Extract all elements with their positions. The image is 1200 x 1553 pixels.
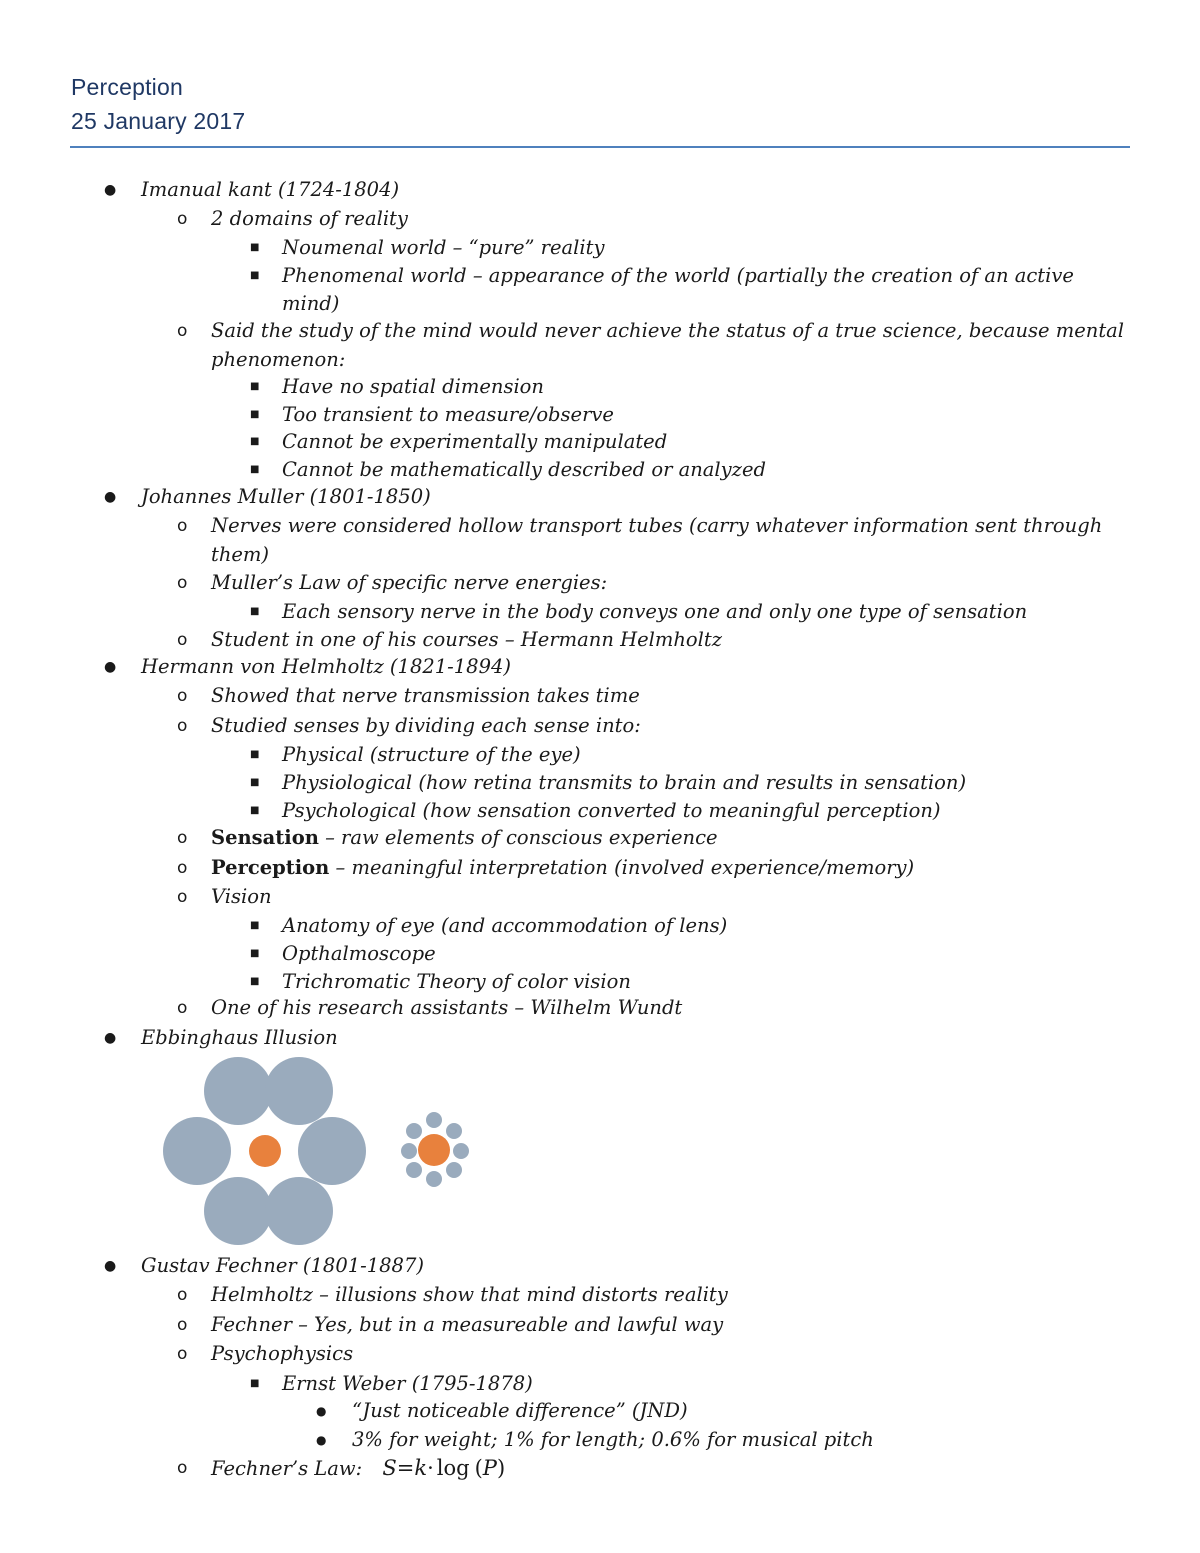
bullet-level3: ■ bbox=[250, 436, 260, 447]
bullet-level2: o bbox=[177, 1315, 188, 1335]
sensation-term: Sensation bbox=[211, 826, 319, 849]
kant-domains: 2 domains of reality bbox=[211, 207, 408, 230]
bullet-level1: ● bbox=[104, 1258, 117, 1274]
bullet-level2: o bbox=[177, 887, 188, 907]
bullet-level2: o bbox=[177, 716, 188, 736]
ebbinghaus-illusion-figure bbox=[160, 1053, 480, 1253]
kant-reason: Cannot be mathematically described or analyzed bbox=[282, 458, 766, 481]
fechner-percentages: 3% for weight; 1% for length; 0.6% for musical pitch bbox=[352, 1428, 874, 1451]
bullet-level3: ■ bbox=[250, 242, 260, 253]
fechner-law-formula bbox=[382, 1456, 505, 1480]
bullet-level1: ● bbox=[104, 182, 117, 198]
fechner-weber: Ernst Weber (1795-1878) bbox=[282, 1372, 533, 1395]
page-date: 25 January 2017 bbox=[71, 108, 246, 134]
helmholtz-sensation bbox=[211, 826, 718, 850]
bullet-level3: ■ bbox=[250, 777, 260, 788]
bullet-level2: o bbox=[177, 516, 188, 536]
sensation-definition: – raw elements of conscious experience bbox=[318, 826, 718, 849]
muller-nerves-cont: them) bbox=[211, 543, 270, 566]
fechner-view: Fechner – Yes, but in a measureable and lawful way bbox=[211, 1313, 724, 1336]
bullet-level3: ■ bbox=[250, 270, 260, 281]
muller-nerves: Nerves were considered hollow transport tubes (carry whatever information sent through bbox=[211, 514, 1103, 537]
header-rule bbox=[70, 146, 1130, 148]
page-title: Perception bbox=[71, 74, 183, 100]
bullet-level2: o bbox=[177, 686, 188, 706]
small-surround-circle bbox=[453, 1143, 469, 1159]
bullet-level2: o bbox=[177, 1458, 188, 1478]
bullet-level2: o bbox=[177, 630, 188, 650]
bullet-level3: ■ bbox=[250, 920, 260, 931]
fechner-heading: Gustav Fechner (1801-1887) bbox=[141, 1254, 424, 1277]
bullet-level1: ● bbox=[104, 1030, 117, 1046]
large-surround-circle bbox=[265, 1057, 333, 1125]
helmholtz-physiological: Physiological (how retina transmits to brain and results in sensation) bbox=[282, 771, 967, 794]
kant-study-cont: phenomenon: bbox=[211, 348, 346, 371]
bullet-level2: o bbox=[177, 1344, 188, 1364]
helmholtz-physical: Physical (structure of the eye) bbox=[282, 743, 581, 766]
bullet-level2: o bbox=[177, 858, 188, 878]
bullet-level2: o bbox=[177, 209, 188, 229]
formula-equals: = bbox=[396, 1456, 415, 1480]
large-surround-circle bbox=[265, 1177, 333, 1245]
helmholtz-vision: Vision bbox=[211, 885, 272, 908]
helmholtz-studied: Studied senses by dividing each sense into: bbox=[211, 714, 641, 737]
bullet-level3: ■ bbox=[250, 606, 260, 617]
helmholtz-psychological: Psychological (how sensation converted to meaningful perception) bbox=[282, 799, 941, 822]
muller-student: Student in one of his courses – Hermann Helmholtz bbox=[211, 628, 723, 651]
bullet-level2: o bbox=[177, 573, 188, 593]
fechner-helmholtz-view: Helmholtz – illusions show that mind distorts reality bbox=[211, 1283, 728, 1306]
bullet-level3: ■ bbox=[250, 381, 260, 392]
kant-study: Said the study of the mind would never achieve the status of a true science, because mental bbox=[211, 319, 1125, 342]
bullet-level2: o bbox=[177, 828, 188, 848]
helmholtz-heading: Hermann von Helmholtz (1821-1894) bbox=[141, 655, 511, 678]
bullet-level3: ■ bbox=[250, 805, 260, 816]
fechner-law-label: Fechner’s Law: bbox=[211, 1457, 363, 1480]
muller-law: Muller’s Law of specific nerve energies: bbox=[211, 571, 608, 594]
large-surround-circle bbox=[204, 1177, 272, 1245]
bullet-level4: ● bbox=[316, 1404, 327, 1418]
bullet-level4: ● bbox=[316, 1433, 327, 1447]
ebbinghaus-heading: Ebbinghaus Illusion bbox=[141, 1026, 338, 1049]
perception-term: Perception bbox=[211, 856, 330, 879]
formula-dot: · bbox=[427, 1456, 434, 1480]
center-circle-left bbox=[249, 1135, 281, 1167]
large-surround-circle bbox=[298, 1117, 366, 1185]
fechner-jnd: “Just noticeable difference” (JND) bbox=[352, 1399, 688, 1422]
small-surround-circle bbox=[426, 1171, 442, 1187]
helmholtz-anatomy: Anatomy of eye (and accommodation of lens) bbox=[282, 914, 728, 937]
kant-phenomenal-cont: mind) bbox=[282, 292, 340, 315]
helmholtz-trichromatic: Trichromatic Theory of color vision bbox=[282, 970, 631, 993]
small-surround-circle bbox=[446, 1123, 462, 1139]
bullet-level2: o bbox=[177, 998, 188, 1018]
bullet-level3: ■ bbox=[250, 464, 260, 475]
formula-paren-open: ( bbox=[474, 1456, 483, 1480]
helmholtz-opthalmoscope: Opthalmoscope bbox=[282, 942, 436, 965]
bullet-level3: ■ bbox=[250, 948, 260, 959]
bullet-level2: o bbox=[177, 321, 188, 341]
small-surround-circle bbox=[401, 1143, 417, 1159]
helmholtz-assistant: One of his research assistants – Wilhelm Wundt bbox=[211, 996, 683, 1019]
bullet-level3: ■ bbox=[250, 976, 260, 987]
formula-s: S bbox=[382, 1456, 397, 1480]
formula-log: log bbox=[436, 1456, 470, 1480]
bullet-level1: ● bbox=[104, 489, 117, 505]
kant-phenomenal: Phenomenal world – appearance of the world (partially the creation of an active bbox=[282, 264, 1074, 287]
center-circle-right bbox=[418, 1134, 450, 1166]
formula-k: k bbox=[414, 1456, 428, 1480]
large-surround-circle bbox=[204, 1057, 272, 1125]
muller-heading: Johannes Muller (1801-1850) bbox=[141, 485, 431, 508]
formula-p: P bbox=[482, 1456, 497, 1480]
bullet-level3: ■ bbox=[250, 1378, 260, 1389]
bullet-level1: ● bbox=[104, 659, 117, 675]
kant-reason: Have no spatial dimension bbox=[282, 375, 544, 398]
helmholtz-perception bbox=[211, 856, 914, 880]
small-surround-circle bbox=[446, 1162, 462, 1178]
kant-reason: Too transient to measure/observe bbox=[282, 403, 614, 426]
bullet-level2: o bbox=[177, 1285, 188, 1305]
perception-definition: – meaningful interpretation (involved experience/memory) bbox=[329, 856, 915, 879]
small-surround-circle bbox=[426, 1112, 442, 1128]
fechner-law bbox=[211, 1456, 505, 1481]
helmholtz-transmission: Showed that nerve transmission takes time bbox=[211, 684, 640, 707]
kant-heading: Imanual kant (1724-1804) bbox=[141, 178, 400, 201]
small-surround-circle bbox=[406, 1123, 422, 1139]
fechner-psychophysics: Psychophysics bbox=[211, 1342, 354, 1365]
large-surround-circle bbox=[163, 1117, 231, 1185]
bullet-level3: ■ bbox=[250, 409, 260, 420]
muller-law-detail: Each sensory nerve in the body conveys one and only one type of sensation bbox=[282, 600, 1028, 623]
kant-noumenal: Noumenal world – “pure” reality bbox=[282, 236, 605, 259]
formula-paren-close: ) bbox=[496, 1456, 506, 1480]
bullet-level3: ■ bbox=[250, 749, 260, 760]
small-surround-circle bbox=[406, 1162, 422, 1178]
kant-reason: Cannot be experimentally manipulated bbox=[282, 430, 668, 453]
